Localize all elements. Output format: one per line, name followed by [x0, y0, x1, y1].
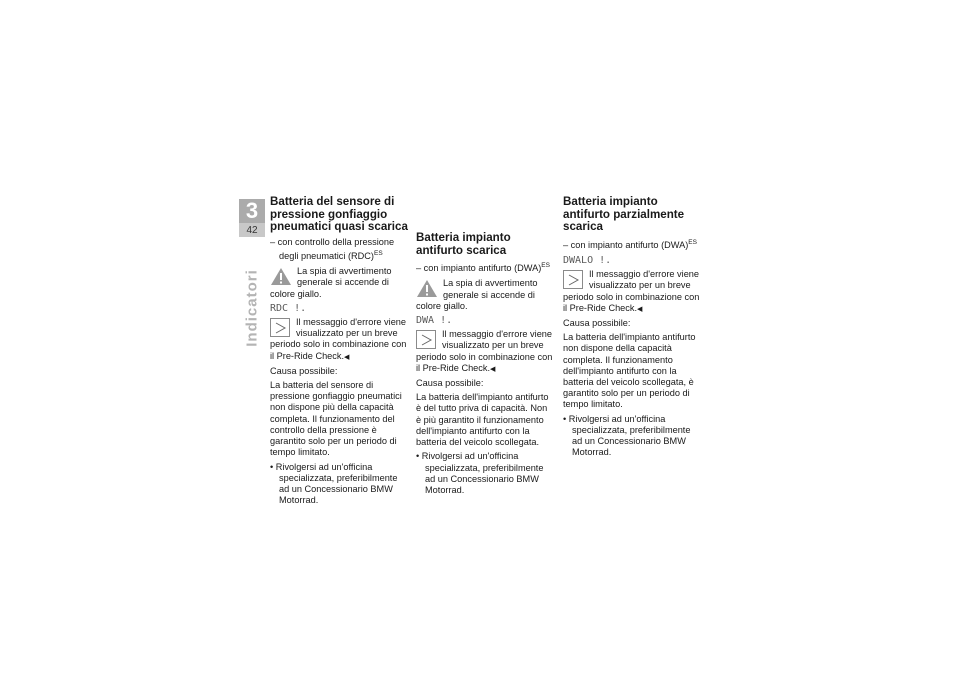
end-triangle-icon: ◀ — [490, 365, 496, 373]
display-code: DWALO !. — [563, 255, 612, 267]
end-triangle-icon: ◀ — [637, 305, 643, 313]
display-code: RDC !. — [270, 302, 307, 314]
chapter-tab — [239, 199, 265, 237]
column-1 — [270, 196, 408, 509]
cause-text: La batteria del sensore di pressione gonfiaggio pneumatici non dispone più della capacità completa. Il funzionamento del controllo della pressione è garantito solo per un periodo di tempo limitato. — [270, 380, 402, 458]
page-number: 42 — [246, 225, 258, 236]
play-arrow-icon — [416, 330, 436, 349]
section-title: Batteria impianto antifurto parzialmente scarica — [563, 195, 685, 234]
warning-text: La spia di avvertimento generale si accende di colore giallo. — [270, 266, 392, 299]
cause-text: La batteria dell'impianto antifurto è del tutto priva di capacità. Non è più garantito il funzionamento dell'impianto antifurto con la batteria del veicolo scollegata. — [416, 392, 549, 448]
condition: – con impianto antifurto (DWA)$^{ES}$ — [416, 262, 550, 274]
message-block — [270, 317, 408, 363]
warning-block — [416, 278, 554, 312]
chapter-number: 3 — [239, 199, 265, 223]
message-text: Il messaggio d'errore viene visualizzato per un breve periodo solo in combinazione con il Pre-Ride Check. — [563, 269, 700, 313]
action-item: • Rivolgersi ad un'officina specializzata, preferibilmente ad un Concessionario BMW Motorrad. — [270, 461, 398, 506]
message-block — [416, 329, 554, 375]
message-text: Il messaggio d'errore viene visualizzato per un breve periodo solo in combinazione con il Pre-Ride Check. — [270, 317, 407, 361]
action-item: • Rivolgersi ad un'officina specializzata, preferibilmente ad un Concessionario BMW Motorrad. — [416, 451, 544, 495]
warning-triangle-icon — [416, 279, 438, 298]
warning-triangle-icon — [270, 267, 292, 286]
cause-text: La batteria dell'impianto antifurto non dispone della capacità completa. Il funzionamento dell'impianto antifurto con la batteria del veicolo scollegata, è garantito solo per un periodo di tempo limitato. — [563, 332, 696, 410]
condition: – con controllo della pressione degli pneumatici (RDC)$^{ES}$ — [270, 236, 395, 262]
message-block — [563, 269, 701, 315]
cause-label: Causa possibile: — [270, 365, 338, 376]
side-chapter-label: Indicatori — [243, 269, 261, 347]
message-text: Il messaggio d'errore viene visualizzato per un breve periodo solo in combinazione con il Pre-Ride Check. — [416, 329, 553, 373]
display-code: DWA !. — [416, 315, 453, 327]
condition: – con impianto antifurto (DWA)$^{ES}$ — [563, 238, 697, 250]
column-2 — [416, 196, 554, 499]
cause-label: Causa possibile: — [563, 318, 631, 329]
action-item: • Rivolgersi ad un'officina specializzata, preferibilmente ad un Concessionario BMW Motorrad. — [563, 413, 691, 458]
section-title: Batteria impianto antifurto scarica — [416, 231, 511, 257]
end-triangle-icon: ◀ — [344, 353, 350, 361]
warning-text: La spia di avvertimento generale si accende di colore giallo. — [416, 278, 538, 311]
section-title: Batteria del sensore di pressione gonfiaggio pneumatici quasi scarica — [270, 195, 408, 234]
warning-block — [270, 266, 408, 300]
cause-label: Causa possibile: — [416, 378, 484, 389]
column-3 — [563, 196, 701, 462]
play-arrow-icon — [563, 270, 583, 289]
play-arrow-icon — [270, 318, 290, 337]
